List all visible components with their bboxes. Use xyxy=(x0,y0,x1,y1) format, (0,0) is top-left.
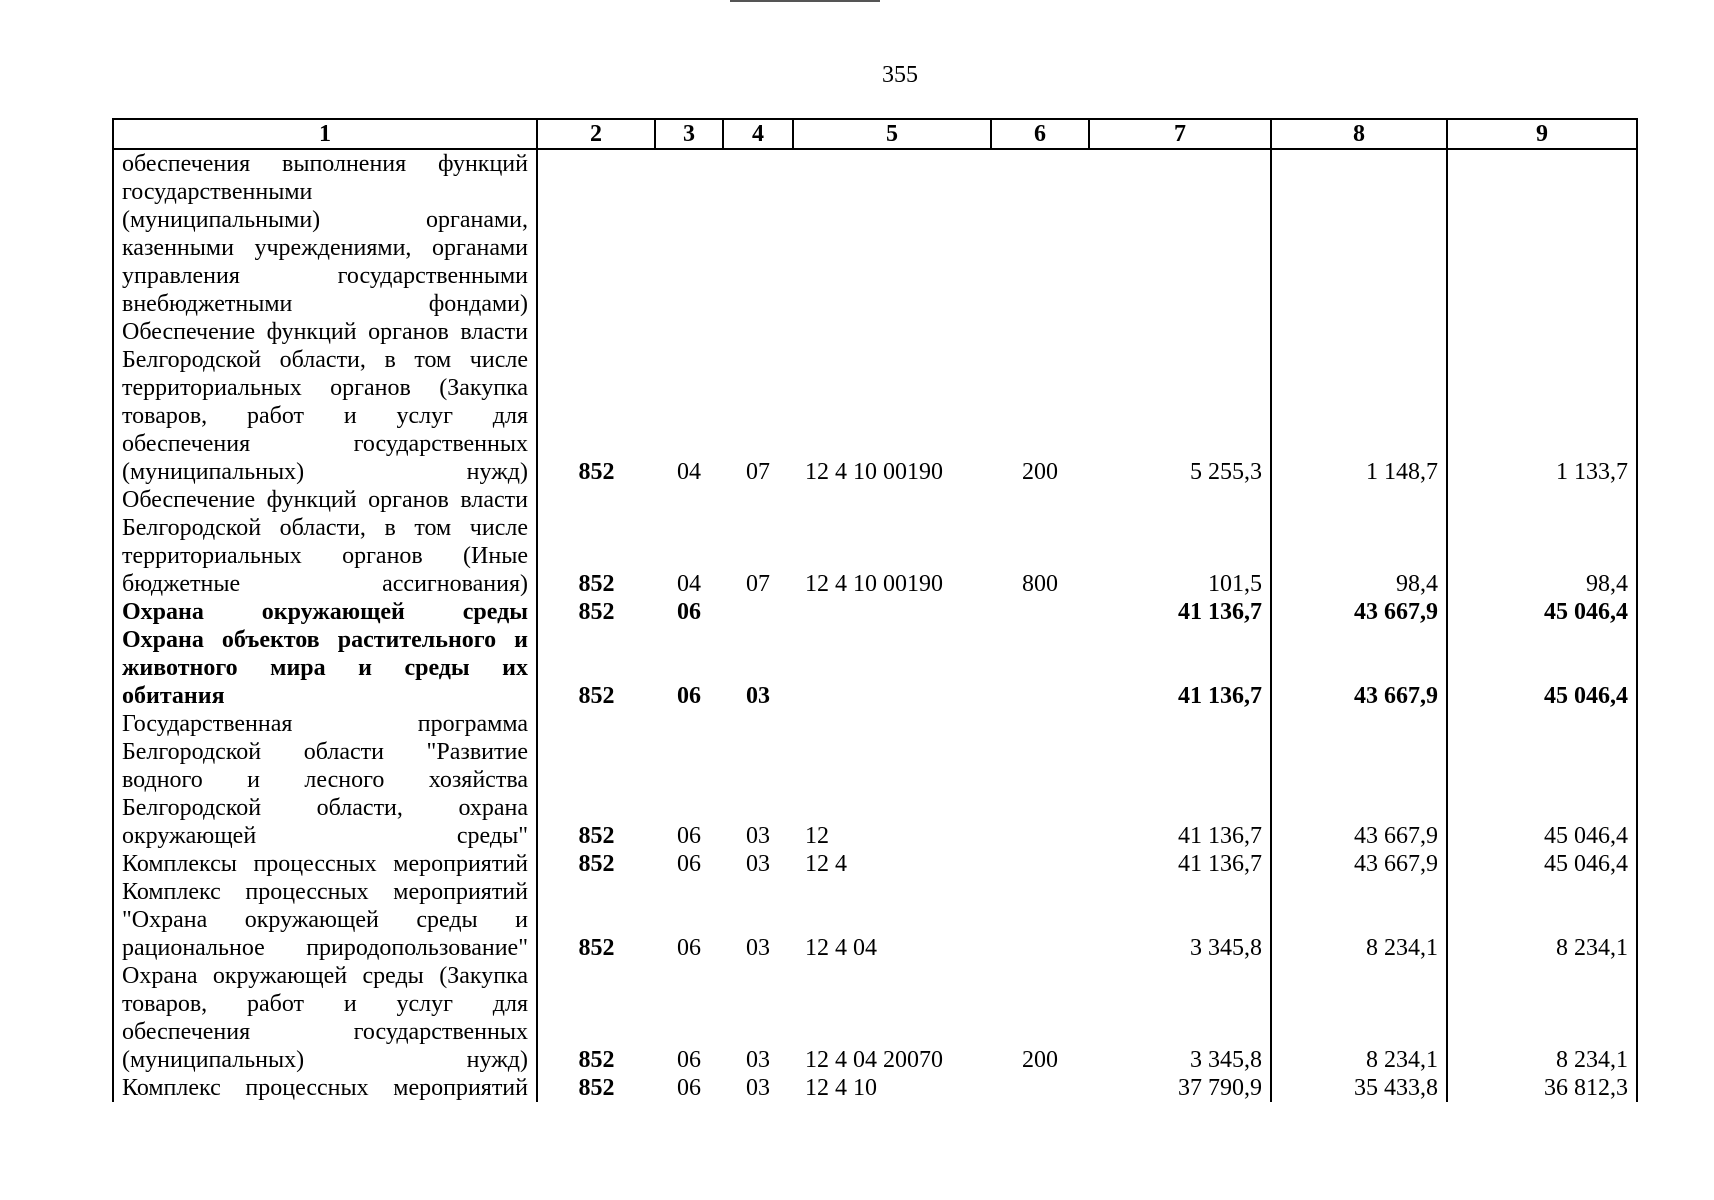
row-expense-type: 200 xyxy=(1022,459,1058,485)
row-amount-year-1: 3 345,8 xyxy=(1089,878,1271,962)
row-amount-year-1: 41 136,7 xyxy=(1089,598,1271,626)
table-row xyxy=(113,149,1637,318)
row-amount-year-1: 41 136,7 xyxy=(1089,626,1271,710)
description-line: Охрана окружающей среды (Закупка xyxy=(122,963,528,989)
row-section: 06 xyxy=(677,599,701,625)
description-line: Белгородской области, в том числе xyxy=(122,347,528,373)
row-amount-year-2: 98,4 xyxy=(1271,486,1447,598)
row-amount-year-1: 101,5 xyxy=(1089,486,1271,598)
row-amount-year-3: 8 234,1 xyxy=(1447,878,1637,962)
row-admin-code xyxy=(537,149,655,318)
row-description xyxy=(113,850,537,878)
description-line: казенными учреждениями, органами xyxy=(122,235,528,261)
header-col-8: 8 xyxy=(1271,119,1447,149)
description-line: Охрана окружающей среды xyxy=(122,599,528,625)
row-amount-year-1: 41 136,7 xyxy=(1089,850,1271,878)
row-section: 06 xyxy=(677,851,701,877)
row-expense-type xyxy=(991,626,1089,710)
description-line: (муниципальными) органами, xyxy=(122,207,528,233)
header-row xyxy=(113,119,1637,149)
table-body xyxy=(113,149,1637,1102)
row-amount-year-2: 43 667,9 xyxy=(1271,598,1447,626)
header-col-1: 1 xyxy=(113,119,537,149)
row-target-article xyxy=(793,149,991,318)
row-target-article: 12 4 xyxy=(805,851,847,877)
row-amount-year-2: 43 667,9 xyxy=(1271,850,1447,878)
row-amount-year-1: 41 136,7 xyxy=(1089,710,1271,850)
row-subsection: 03 xyxy=(746,683,770,709)
page-number: 355 xyxy=(882,62,918,88)
description-line: Белгородской области, в том числе xyxy=(122,515,528,541)
row-admin-code: 852 xyxy=(578,935,615,961)
row-amount-year-2: 43 667,9 xyxy=(1271,710,1447,850)
row-expense-type xyxy=(991,850,1089,878)
row-expense-type: 200 xyxy=(1022,1047,1058,1073)
header-col-2: 2 xyxy=(537,119,655,149)
row-subsection: 03 xyxy=(746,935,770,961)
row-expense-type xyxy=(991,598,1089,626)
row-section: 06 xyxy=(677,935,701,961)
row-subsection xyxy=(723,598,793,626)
description-line: водного и лесного хозяйства xyxy=(122,767,528,793)
row-admin-code: 852 xyxy=(578,459,615,485)
row-target-article: 12 4 10 00190 xyxy=(805,571,943,597)
row-description xyxy=(113,318,537,486)
row-admin-code: 852 xyxy=(578,571,615,597)
row-amount-year-2: 43 667,9 xyxy=(1271,626,1447,710)
row-description xyxy=(113,626,537,710)
row-section: 04 xyxy=(677,571,701,597)
row-section: 06 xyxy=(677,1047,701,1073)
row-amount-year-2: 8 234,1 xyxy=(1271,962,1447,1074)
description-line: обеспечения государственных xyxy=(122,1019,528,1045)
row-section xyxy=(655,149,723,318)
row-admin-code: 852 xyxy=(578,851,615,877)
row-admin-code: 852 xyxy=(578,683,615,709)
description-line: обеспечения государственных xyxy=(122,431,528,457)
row-target-article: 12 4 10 xyxy=(805,1075,877,1101)
row-target-article xyxy=(793,626,991,710)
row-target-article xyxy=(793,598,991,626)
description-line: Государственная программа xyxy=(122,711,528,737)
row-description xyxy=(113,598,537,626)
row-admin-code: 852 xyxy=(578,823,615,849)
row-section: 06 xyxy=(677,823,701,849)
description-line: (муниципальных) нужд) xyxy=(122,1047,528,1073)
row-description xyxy=(113,878,537,962)
row-description xyxy=(113,710,537,850)
table-row xyxy=(113,598,1637,626)
description-line: "Охрана окружающей среды и xyxy=(122,907,528,933)
description-line: Белгородской области "Развитие xyxy=(122,739,528,765)
description-line: обеспечения выполнения функций xyxy=(122,151,528,177)
header-col-4: 4 xyxy=(723,119,793,149)
row-amount-year-3: 45 046,4 xyxy=(1447,850,1637,878)
row-section: 06 xyxy=(677,683,701,709)
description-line: бюджетные ассигнования) xyxy=(122,571,528,597)
description-line: внебюджетными фондами) xyxy=(122,291,528,317)
description-line: государственными xyxy=(122,179,313,205)
description-line: Охрана объектов растительного и xyxy=(122,627,528,653)
row-expense-type xyxy=(991,878,1089,962)
table-row xyxy=(113,962,1637,1074)
row-section: 04 xyxy=(677,459,701,485)
row-amount-year-3: 8 234,1 xyxy=(1447,962,1637,1074)
table-row xyxy=(113,1074,1637,1102)
row-target-article: 12 xyxy=(805,823,829,849)
table-row xyxy=(113,626,1637,710)
row-subsection: 03 xyxy=(746,1075,770,1101)
row-subsection: 03 xyxy=(746,823,770,849)
top-rule xyxy=(730,0,880,2)
description-line: товаров, работ и услуг для xyxy=(122,991,528,1017)
row-subsection: 03 xyxy=(746,851,770,877)
budget-table xyxy=(112,118,1638,1102)
row-description xyxy=(113,486,537,598)
table-row xyxy=(113,318,1637,486)
row-amount-year-3: 45 046,4 xyxy=(1447,598,1637,626)
description-line: Обеспечение функций органов власти xyxy=(122,487,528,513)
row-target-article: 12 4 04 xyxy=(805,935,877,961)
row-description xyxy=(113,962,537,1074)
table-row xyxy=(113,710,1637,850)
description-line: территориальных органов (Закупка xyxy=(122,375,528,401)
row-description xyxy=(113,149,537,318)
row-admin-code: 852 xyxy=(578,599,615,625)
row-amount-year-2 xyxy=(1271,149,1447,318)
row-amount-year-2: 8 234,1 xyxy=(1271,878,1447,962)
description-line: Обеспечение функций органов власти xyxy=(122,319,528,345)
table-row xyxy=(113,878,1637,962)
description-line: животного мира и среды их xyxy=(122,655,528,681)
description-line: Комплекс процессных мероприятий xyxy=(122,1075,528,1101)
row-amount-year-1: 3 345,8 xyxy=(1089,962,1271,1074)
header-col-3: 3 xyxy=(655,119,723,149)
row-amount-year-3 xyxy=(1447,149,1637,318)
description-line: обитания xyxy=(122,683,225,709)
row-subsection: 07 xyxy=(746,571,770,597)
description-line: рациональное природопользование" xyxy=(122,935,528,961)
row-subsection: 03 xyxy=(746,1047,770,1073)
description-line: управления государственными xyxy=(122,263,528,289)
header-col-5: 5 xyxy=(793,119,991,149)
row-admin-code: 852 xyxy=(578,1047,615,1073)
description-line: Белгородской области, охрана xyxy=(122,795,528,821)
description-line: Комплекс процессных мероприятий xyxy=(122,879,528,905)
row-section: 06 xyxy=(677,1075,701,1101)
row-admin-code: 852 xyxy=(578,1075,615,1101)
row-amount-year-3: 45 046,4 xyxy=(1447,626,1637,710)
row-expense-type: 800 xyxy=(1022,571,1058,597)
row-amount-year-2: 1 148,7 xyxy=(1271,318,1447,486)
row-description xyxy=(113,1074,537,1102)
row-amount-year-1: 37 790,9 xyxy=(1089,1074,1271,1102)
row-expense-type xyxy=(991,149,1089,318)
description-line: окружающей среды" xyxy=(122,823,528,849)
header-col-6: 6 xyxy=(991,119,1089,149)
row-amount-year-3: 98,4 xyxy=(1447,486,1637,598)
row-expense-type xyxy=(991,710,1089,850)
row-target-article: 12 4 04 20070 xyxy=(805,1047,943,1073)
description-line: Комплексы процессных мероприятий xyxy=(122,851,528,877)
description-line: (муниципальных) нужд) xyxy=(122,459,528,485)
description-line: территориальных органов (Иные xyxy=(122,543,528,569)
row-subsection: 07 xyxy=(746,459,770,485)
row-amount-year-1 xyxy=(1089,149,1271,318)
header-col-7: 7 xyxy=(1089,119,1271,149)
row-target-article: 12 4 10 00190 xyxy=(805,459,943,485)
table-row xyxy=(113,486,1637,598)
description-line: товаров, работ и услуг для xyxy=(122,403,528,429)
row-amount-year-3: 1 133,7 xyxy=(1447,318,1637,486)
row-amount-year-3: 36 812,3 xyxy=(1447,1074,1637,1102)
row-subsection xyxy=(723,149,793,318)
table-row xyxy=(113,850,1637,878)
row-amount-year-1: 5 255,3 xyxy=(1089,318,1271,486)
row-expense-type xyxy=(991,1074,1089,1102)
row-amount-year-2: 35 433,8 xyxy=(1271,1074,1447,1102)
header-col-9: 9 xyxy=(1447,119,1637,149)
row-amount-year-3: 45 046,4 xyxy=(1447,710,1637,850)
